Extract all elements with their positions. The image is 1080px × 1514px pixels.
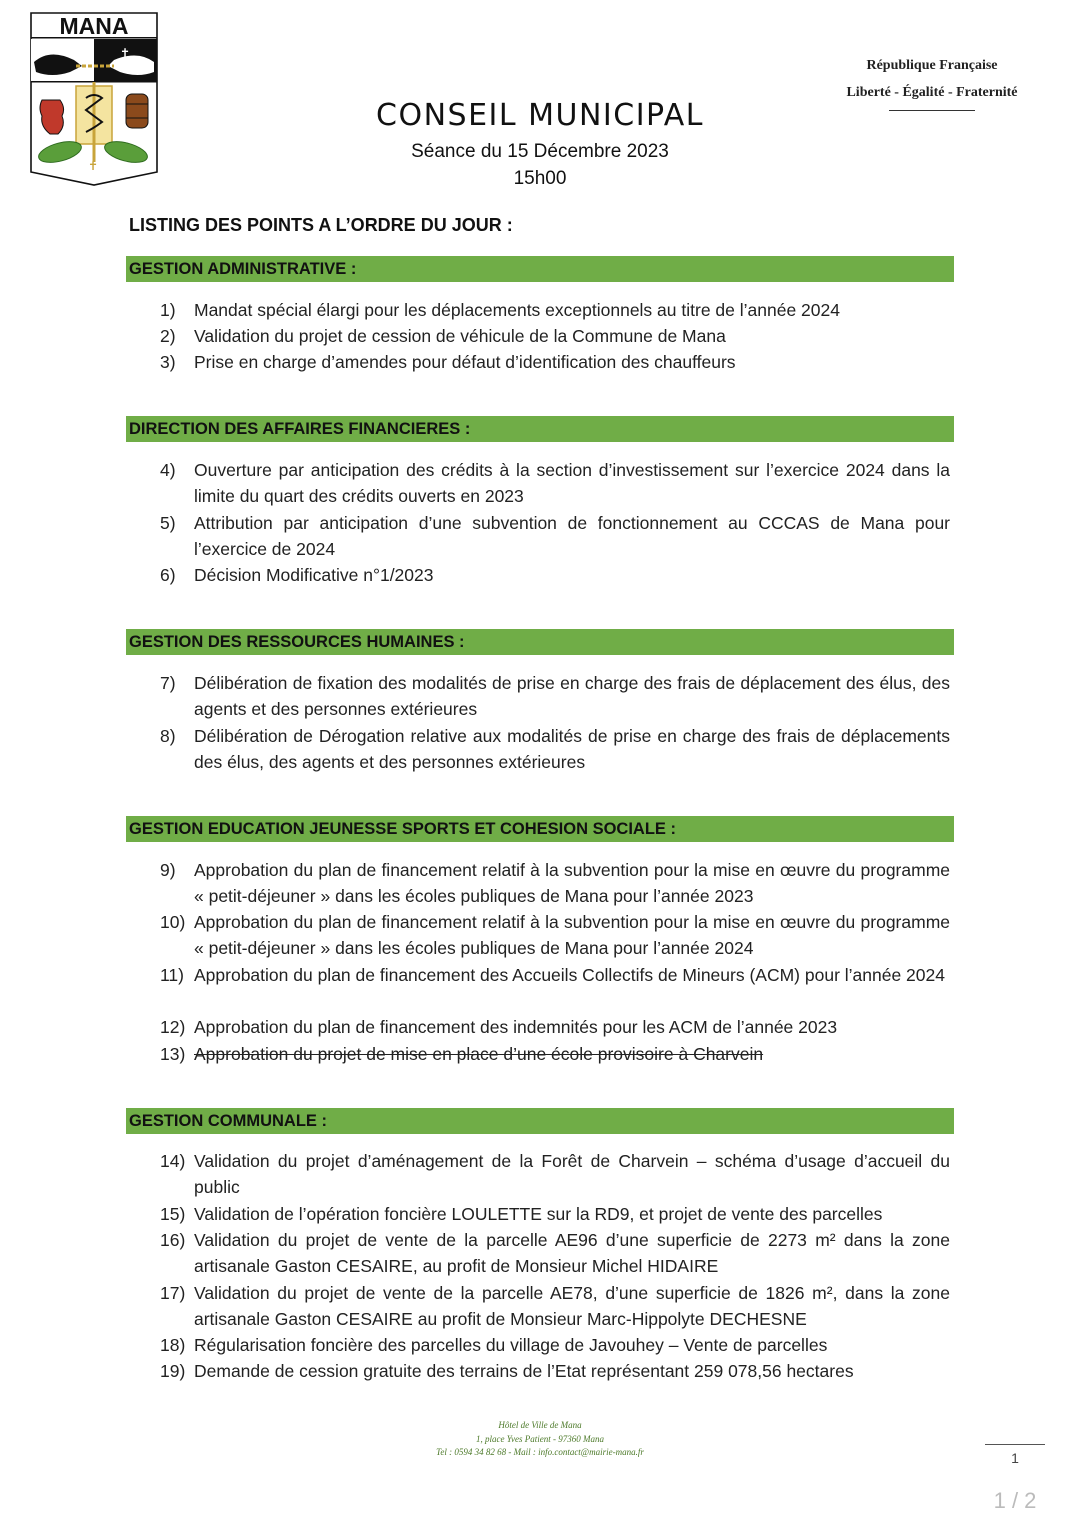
section-title: DIRECTION DES AFFAIRES FINANCIERES : xyxy=(129,420,471,438)
item-text: Validation du projet d’aménagement de la Forêt de Charvein – schéma d’usage d’accueil du public xyxy=(194,1151,950,1198)
agenda-item xyxy=(160,1201,950,1227)
agenda-item xyxy=(160,962,950,988)
svg-text:✝: ✝ xyxy=(88,159,99,173)
item-text: Délibération de Dérogation relative aux modalités de prise en charge des frais de déplacements des élus, des agents et des personnes extérieures xyxy=(194,726,950,773)
item-text: Délibération de fixation des modalités de prise en charge des frais de déplacement des élus, des agents et des personnes extérieures xyxy=(194,673,950,720)
item-text: Validation de l’opération foncière LOULETTE sur la RD9, et projet de vente des parcelles xyxy=(194,1204,883,1224)
agenda-item xyxy=(160,1227,950,1280)
footer-line: Tel : 0594 34 82 68 - Mail : info.contact@mairie-mana.fr xyxy=(436,1447,644,1457)
section-header xyxy=(126,256,954,282)
item-number: 12) xyxy=(160,1017,186,1037)
item-number: 8) xyxy=(160,726,176,746)
agenda-item xyxy=(160,1280,950,1333)
item-number: 11) xyxy=(160,965,184,985)
item-text: Approbation du plan de financement des Accueils Collectifs de Mineurs (ACM) pour l’année 2024 xyxy=(194,965,945,985)
svg-text:✝: ✝ xyxy=(120,46,131,60)
item-text: Ouverture par anticipation des crédits à la section d’investissement sur l’exercice 2024 dans la limite du quart des crédits ouverts en 2023 xyxy=(194,460,950,507)
section-header xyxy=(126,416,954,442)
agenda-item xyxy=(160,297,950,323)
session-time: 15h00 xyxy=(513,168,567,189)
page-number: 1 xyxy=(1011,1450,1019,1466)
footer-address xyxy=(0,1419,1080,1460)
item-text: Validation du projet de vente de la parcelle AE78, d’une superficie de 1826 m², dans la zone artisanale Gaston CESAIRE au profit de Monsieur Marc-Hippolyte DECHESNE xyxy=(194,1283,950,1330)
section-title: GESTION EDUCATION JEUNESSE SPORTS ET COHESION SOCIALE : xyxy=(129,820,677,838)
agenda-item xyxy=(160,457,950,510)
agenda-item xyxy=(160,349,950,375)
agenda-item xyxy=(160,670,950,723)
agenda-item xyxy=(160,1014,950,1040)
item-text: Attribution par anticipation d’une subvention de fonctionnement au CCCAS de Mana pour l’exercice de 2024 xyxy=(194,513,950,560)
item-number: 14) xyxy=(160,1151,186,1171)
agenda-item xyxy=(160,1358,950,1384)
agenda-item xyxy=(160,562,950,588)
footer-line: Hôtel de Ville de Mana xyxy=(498,1420,582,1430)
item-text: Approbation du plan de financement des indemnités pour les ACM de l’année 2023 xyxy=(194,1017,838,1037)
item-number: 7) xyxy=(160,673,176,693)
republic-line: République Française xyxy=(866,58,998,73)
session-date: Séance du 15 Décembre 2023 xyxy=(411,141,669,162)
listing-heading: LISTING DES POINTS A L’ORDRE DU JOUR : xyxy=(129,215,513,235)
item-text: Validation du projet de cession de véhicule de la Commune de Mana xyxy=(194,326,726,346)
page-counter: 1 / 2 xyxy=(993,1488,1037,1513)
crest-name-text: MANA xyxy=(59,13,129,39)
item-text: Validation du projet de vente de la parcelle AE96 d’une superficie de 2273 m² dans la zone artisanale Gaston CESAIRE, au profit de Monsieur Michel HIDAIRE xyxy=(194,1230,950,1277)
agenda-item xyxy=(160,723,950,776)
item-number: 5) xyxy=(160,513,176,533)
agenda-item xyxy=(160,909,950,962)
item-number: 9) xyxy=(160,860,176,880)
item-number: 15) xyxy=(160,1204,186,1224)
item-text: Approbation du projet de mise en place d’une école provisoire à Charvein xyxy=(194,1044,764,1064)
agenda-item xyxy=(160,323,950,349)
agenda-item xyxy=(160,1148,950,1201)
section-title: GESTION DES RESSOURCES HUMAINES : xyxy=(129,633,465,651)
item-text: Approbation du plan de financement relatif à la subvention pour la mise en œuvre du programme « petit-déjeuner » dans les écoles publiques de Mana pour l’année 2024 xyxy=(194,912,950,959)
item-number: 6) xyxy=(160,565,176,585)
section-title: GESTION ADMINISTRATIVE : xyxy=(129,260,357,278)
agenda-item xyxy=(160,510,950,563)
item-text: Demande de cession gratuite des terrains de l’Etat représentant 259 078,56 hectares xyxy=(194,1361,854,1381)
item-text: Décision Modificative n°1/2023 xyxy=(194,565,434,585)
agenda-item xyxy=(160,857,950,910)
section-header xyxy=(126,816,954,842)
section-title: GESTION COMMUNALE : xyxy=(129,1112,327,1130)
agenda-item xyxy=(160,1332,950,1358)
item-number: 4) xyxy=(160,460,176,480)
agenda-item-struck xyxy=(160,1041,950,1067)
session-info xyxy=(0,138,1080,192)
item-text: Prise en charge d’amendes pour défaut d’identification des chauffeurs xyxy=(194,352,736,372)
footer-line: 1, place Yves Patient - 97360 Mana xyxy=(476,1433,604,1444)
item-number: 17) xyxy=(160,1283,186,1303)
item-text: Régularisation foncière des parcelles du village de Javouhey – Vente de parcelles xyxy=(194,1335,828,1355)
page-number-rule xyxy=(985,1444,1045,1445)
section-header xyxy=(126,1108,954,1134)
item-number: 13) xyxy=(160,1044,186,1064)
item-number: 10) xyxy=(160,912,186,932)
item-number: 19) xyxy=(160,1361,186,1381)
item-number: 1) xyxy=(160,300,176,320)
item-text: Approbation du plan de financement relatif à la subvention pour la mise en œuvre du programme « petit-déjeuner » dans les écoles publiques de Mana pour l’année 2023 xyxy=(194,860,950,907)
republic-motto: Liberté - Égalité - Fraternité xyxy=(846,85,1018,100)
item-number: 3) xyxy=(160,352,176,372)
item-number: 18) xyxy=(160,1335,186,1355)
item-number: 2) xyxy=(160,326,176,346)
section-header xyxy=(126,629,954,655)
item-text: Mandat spécial élargi pour les déplacements exceptionnels au titre de l’année 2024 xyxy=(194,300,840,320)
document-title: CONSEIL MUNICIPAL xyxy=(376,98,704,133)
item-number: 16) xyxy=(160,1230,186,1250)
